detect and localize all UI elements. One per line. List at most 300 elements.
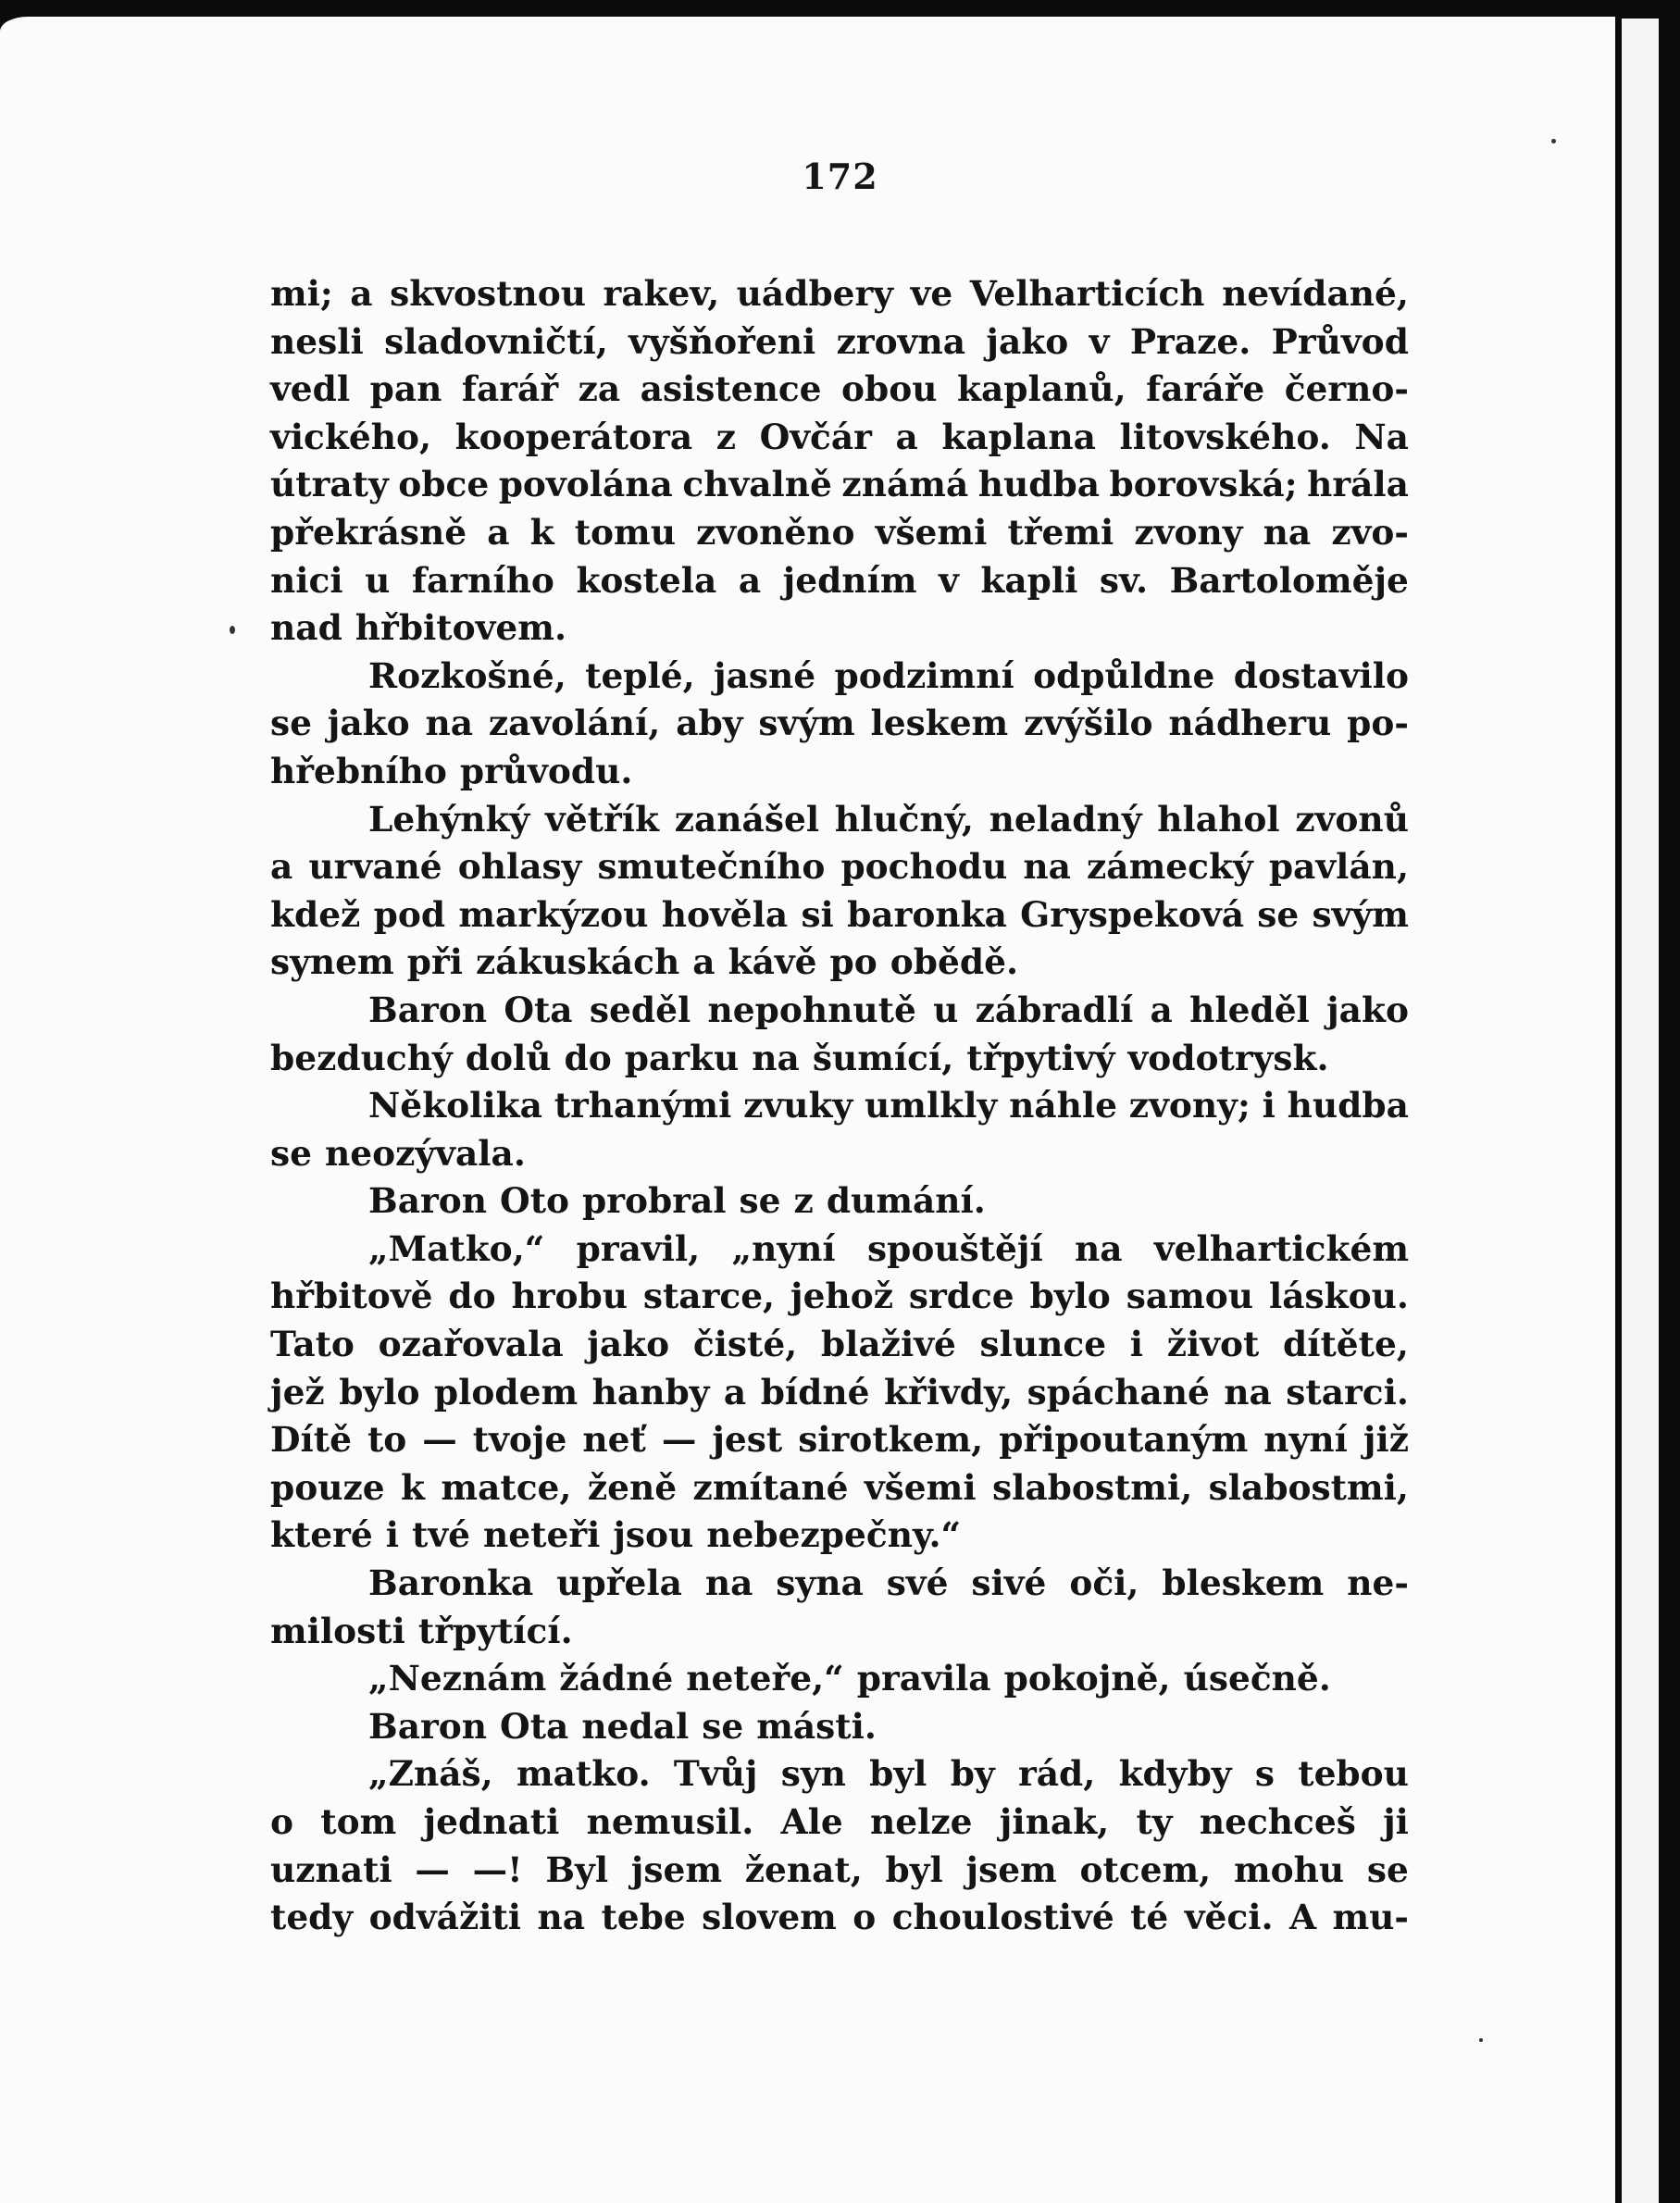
adjacent-page-edge (1622, 19, 1659, 2203)
word: při (406, 941, 463, 983)
word: hověla (661, 893, 789, 935)
word: život (1166, 1324, 1260, 1365)
word: pan (369, 368, 442, 410)
text-line (270, 366, 1409, 414)
word: i (1129, 1324, 1144, 1365)
word: jako (587, 1324, 670, 1365)
word: úsečně. (1183, 1658, 1331, 1699)
word: vedl (270, 368, 351, 410)
word: a (270, 846, 293, 888)
word: velhartickém (1153, 1227, 1409, 1269)
word: ji (1383, 1801, 1409, 1842)
word: hrála (1307, 464, 1409, 505)
word: sirotkem, (798, 1419, 984, 1461)
word: neteři (483, 1514, 601, 1556)
word: všemi (875, 511, 988, 553)
word: skvostnou (390, 273, 586, 314)
text-line (270, 653, 1409, 701)
word: to (367, 1419, 407, 1461)
word: Ota (500, 1705, 569, 1747)
word: otcem, (1079, 1848, 1212, 1890)
word: nemusil. (586, 1801, 754, 1842)
word: mohu (1233, 1848, 1345, 1890)
word: Gryspeková (1020, 893, 1245, 935)
word: na (704, 1562, 753, 1604)
body-text (270, 270, 1409, 1942)
word: zákuskách (475, 941, 680, 983)
word: i (1262, 1085, 1276, 1126)
word: šumící, (812, 1037, 954, 1078)
word: ne- (1347, 1562, 1409, 1604)
word: Na (1354, 416, 1409, 457)
word: své (886, 1562, 949, 1604)
word: láskou. (1268, 1276, 1409, 1317)
word: neozývala. (324, 1132, 526, 1174)
word: tomu (574, 511, 676, 553)
word: Několika (368, 1085, 542, 1126)
word: baronka (847, 893, 1007, 935)
text-line (270, 270, 1409, 318)
word: ozařovala (378, 1324, 564, 1365)
word: teplé, (585, 654, 695, 696)
word: farář (461, 368, 559, 410)
word: byl (885, 1848, 943, 1890)
word: jsou (613, 1514, 694, 1556)
word: na (425, 703, 474, 744)
word: nádheru (1168, 703, 1332, 744)
text-line (270, 1608, 1409, 1656)
word: třemi (1007, 511, 1114, 553)
word: nyní (1263, 1419, 1348, 1461)
text-line (270, 843, 1409, 891)
word: nesli (270, 320, 364, 362)
text-line (270, 1416, 1409, 1464)
word: podzimní (834, 654, 1014, 696)
word: matce, (441, 1466, 572, 1508)
word: tvoje (472, 1419, 567, 1461)
word: borovská; (1109, 464, 1298, 505)
word: čisté, (692, 1324, 798, 1365)
word: zámecký (1087, 846, 1253, 888)
word: za (578, 368, 621, 410)
word: zrovna (836, 320, 966, 362)
word: u (933, 989, 959, 1030)
word: obědě. (890, 941, 1019, 983)
text-line (270, 1369, 1409, 1417)
word: milosti (270, 1610, 405, 1651)
word: markýzou (458, 893, 649, 935)
word: tvé (412, 1514, 471, 1556)
word: na (537, 1897, 586, 1938)
text-line (270, 891, 1409, 940)
word: Průvod (1271, 320, 1409, 362)
word: zmítané (692, 1466, 849, 1508)
word: pod (373, 893, 446, 935)
word: upřela (556, 1562, 682, 1604)
word: ty (1136, 1801, 1173, 1842)
margin-speck (230, 626, 235, 634)
word: hudba (977, 464, 1101, 505)
word: k (401, 1466, 426, 1508)
word: které (270, 1514, 373, 1556)
word: v (939, 559, 959, 601)
text-line (270, 796, 1409, 844)
text-line (270, 1464, 1409, 1512)
word: pravil, (576, 1227, 701, 1269)
text-line (270, 1177, 1409, 1226)
text-line (270, 509, 1409, 557)
word: A (1288, 1897, 1317, 1938)
word: na (1263, 511, 1312, 553)
word: — (661, 1419, 697, 1461)
word: a (350, 273, 373, 314)
word: plodem (433, 1371, 579, 1413)
word: Lehýnký (368, 798, 530, 840)
word: si (801, 893, 834, 935)
word: se (1366, 1848, 1409, 1890)
word: Baron (368, 1705, 488, 1747)
word: — (415, 1848, 450, 1890)
word: jako (1326, 989, 1409, 1030)
word: vyšňořeni (628, 320, 816, 362)
word: s (1254, 1753, 1275, 1795)
word: jsem (965, 1848, 1057, 1890)
word: větřík (545, 798, 659, 840)
word: — (422, 1419, 457, 1461)
text-line (270, 1321, 1409, 1369)
word: Baron (368, 1180, 488, 1222)
word: synem (270, 941, 394, 983)
text-line (270, 1750, 1409, 1798)
word: žádné (559, 1658, 674, 1699)
word: farního (411, 559, 554, 601)
word: pravila (856, 1658, 991, 1699)
word: na (1224, 1371, 1272, 1413)
word: o (852, 1897, 877, 1938)
word: „Matko,“ (368, 1227, 545, 1269)
word: zvony (1134, 511, 1243, 553)
word: hřbitovem. (355, 607, 567, 649)
word: u (365, 559, 391, 601)
word: jsem (630, 1848, 722, 1890)
word: jasné (714, 654, 816, 696)
word: blaživé (820, 1324, 956, 1365)
word: zanášel (674, 798, 820, 840)
word: známá (841, 464, 969, 505)
text-line (270, 1082, 1409, 1130)
word: ženě (587, 1466, 678, 1508)
word: kávě (728, 941, 817, 983)
word: kooperátora (454, 416, 693, 457)
word: ženat, (744, 1848, 863, 1890)
word: zvony; (1128, 1085, 1251, 1126)
word: dolů (465, 1037, 552, 1078)
word: do (564, 1037, 612, 1078)
word: překrásně (270, 511, 467, 553)
word: srdce (908, 1276, 1014, 1317)
word: jako (986, 320, 1069, 362)
word: oči, (1069, 1562, 1139, 1604)
word: se (270, 703, 312, 744)
text-line (270, 1560, 1409, 1608)
word: jedním (782, 559, 917, 601)
word: hleděl (1189, 989, 1310, 1030)
word: kaplanů, (957, 368, 1126, 410)
word: se (702, 1705, 744, 1747)
word: vického, (270, 416, 432, 457)
word: samou (1126, 1276, 1254, 1317)
word: jest (712, 1419, 783, 1461)
word: průvodu. (459, 750, 633, 791)
word: „Neznám (368, 1658, 547, 1699)
word: zvonů (1295, 798, 1409, 840)
word: třpytící. (417, 1610, 573, 1651)
word: a (1150, 989, 1173, 1030)
text-line (270, 1703, 1409, 1751)
word: syn (780, 1753, 846, 1795)
word: pochodu (840, 846, 1008, 888)
word: Bartoloměje (1169, 559, 1409, 601)
word: a (692, 941, 716, 983)
word: pavlán, (1268, 846, 1409, 888)
word: po (829, 941, 877, 983)
text-line (270, 1512, 1409, 1560)
text-line (270, 1655, 1409, 1703)
text-line (270, 1894, 1409, 1942)
text-line (270, 1130, 1409, 1178)
word: obce (398, 464, 490, 505)
word: parku (624, 1037, 740, 1078)
word: hřbitově (270, 1276, 433, 1317)
word: starci. (1286, 1371, 1409, 1413)
word: slunce (979, 1324, 1107, 1365)
text-line (270, 1847, 1409, 1895)
word: byl (869, 1753, 927, 1795)
word: útraty (270, 464, 389, 505)
word: tedy (270, 1897, 354, 1938)
word: obou (841, 368, 938, 410)
word: starce, (642, 1276, 776, 1317)
word: zvýšilo (1024, 703, 1153, 744)
word: „Znáš, (368, 1753, 493, 1795)
word: nici (270, 559, 343, 601)
word: hlahol (1157, 798, 1280, 840)
word: aby (676, 703, 743, 744)
word: hřebního (270, 750, 447, 791)
word: černo- (1284, 368, 1409, 410)
word: urvané (308, 846, 442, 888)
word: kaplana (941, 416, 1096, 457)
word: slabostmi, (991, 1466, 1193, 1508)
word: nelze (870, 1801, 973, 1842)
margin-speck (1551, 139, 1556, 143)
text-line (270, 461, 1409, 509)
word: hanby (591, 1371, 710, 1413)
text-line (270, 557, 1409, 605)
word: Ota (504, 989, 573, 1030)
word: mi; (270, 273, 333, 314)
word: slabostmi, (1208, 1466, 1409, 1508)
word: asistence (640, 368, 822, 410)
word: jinak, (999, 1801, 1110, 1842)
word: —! (472, 1848, 523, 1890)
word: smutečního (597, 846, 826, 888)
word: by (950, 1753, 995, 1795)
word: tebe (601, 1897, 686, 1938)
word: faráře (1146, 368, 1265, 410)
word: leskem (870, 703, 1009, 744)
word: neladný (989, 798, 1142, 840)
word: jež (270, 1371, 325, 1413)
margin-speck (1479, 2038, 1483, 2042)
word: pokojně, (1003, 1658, 1171, 1699)
word: nepohnutě (707, 989, 916, 1030)
word: odvážiti (368, 1897, 522, 1938)
word: slovem (702, 1897, 837, 1938)
word: choulostivé (891, 1897, 1114, 1938)
word: náhle (1009, 1085, 1117, 1126)
word: kostela (576, 559, 717, 601)
word: svým (1312, 893, 1409, 935)
word: uádbery (736, 273, 894, 314)
word: Dítě (270, 1419, 352, 1461)
word: rakev, (603, 273, 720, 314)
word: jako (327, 703, 410, 744)
word: povolána (498, 464, 673, 505)
word: mu- (1332, 1897, 1409, 1938)
word: neť (582, 1419, 646, 1461)
word: připoutaným (999, 1419, 1249, 1461)
word: hrobu (511, 1276, 628, 1317)
word: té (1130, 1897, 1169, 1938)
word: chvalně (682, 464, 832, 505)
word: z (793, 1180, 814, 1222)
word: odpůldne (1033, 654, 1215, 696)
word: nevídané, (1222, 273, 1409, 314)
word: „nyní (731, 1227, 836, 1269)
word: již (1363, 1419, 1409, 1461)
word: vodotrysk. (1127, 1037, 1329, 1078)
text-line (270, 939, 1409, 987)
word: sladovničtí, (384, 320, 608, 362)
word: zvoněno (696, 511, 855, 553)
word: Oto (500, 1180, 570, 1222)
word: Baronka (368, 1562, 534, 1604)
word: kdež (270, 893, 361, 935)
word: pouze (270, 1466, 385, 1508)
word: o (270, 1801, 294, 1842)
word: sv. (1099, 559, 1149, 601)
word: Tato (270, 1324, 355, 1365)
word: matko. (516, 1753, 651, 1795)
page-number: 172 (802, 156, 878, 197)
word: věci. (1184, 1897, 1274, 1938)
word: bylo (1029, 1276, 1111, 1317)
word: a (738, 559, 762, 601)
word: nebezpečny.“ (706, 1514, 962, 1556)
word: na (1075, 1227, 1123, 1269)
word: Tvůj (673, 1753, 758, 1795)
word: po- (1347, 703, 1409, 744)
word: do (448, 1276, 496, 1317)
word: Byl (545, 1848, 609, 1890)
text-line (270, 604, 1409, 653)
word: na (752, 1037, 800, 1078)
word: k (529, 511, 554, 553)
word: másti. (756, 1705, 877, 1747)
text-line (270, 987, 1409, 1035)
word: Praze. (1129, 320, 1251, 362)
word: sivé (971, 1562, 1047, 1604)
word: se (1257, 893, 1300, 935)
word: umlkly (865, 1085, 998, 1126)
word: hlučný, (834, 798, 974, 840)
word: zábradlí (975, 989, 1134, 1030)
word: bleskem (1162, 1562, 1325, 1604)
word: ve (910, 273, 953, 314)
text-line (270, 1798, 1409, 1847)
word: dumání. (826, 1180, 986, 1222)
word: křivdy, (883, 1371, 1014, 1413)
word: kapli (980, 559, 1078, 601)
word: jehož (790, 1276, 893, 1317)
word: třpytivý (966, 1037, 1115, 1078)
word: Baron (368, 989, 488, 1030)
word: bídné (760, 1371, 870, 1413)
text-line (270, 1035, 1409, 1083)
word: se (270, 1132, 312, 1174)
word: i (385, 1514, 400, 1556)
word: v (1089, 320, 1110, 362)
text-line (270, 700, 1409, 748)
word: zvo- (1331, 511, 1409, 553)
text-line (270, 414, 1409, 462)
word: všemi (864, 1466, 977, 1508)
word: Ale (780, 1801, 843, 1842)
word: kdyby (1118, 1753, 1232, 1795)
word: a (895, 416, 918, 457)
word: nad (270, 607, 342, 649)
word: se (739, 1180, 781, 1222)
word: zvuky (743, 1085, 853, 1126)
word: trhanými (554, 1085, 732, 1126)
text-line (270, 1273, 1409, 1321)
word: z (716, 416, 736, 457)
word: uznati (270, 1848, 392, 1890)
text-line (270, 318, 1409, 367)
word: syna (776, 1562, 864, 1604)
word: bylo (339, 1371, 420, 1413)
word: litovského. (1119, 416, 1331, 457)
text-line (270, 1226, 1409, 1274)
word: dítěte, (1283, 1324, 1409, 1365)
word: jednati (423, 1801, 560, 1842)
word: spáchané (1027, 1371, 1210, 1413)
word: seděl (589, 989, 691, 1030)
word: bezduchý (270, 1037, 453, 1078)
word: Ovčár (759, 416, 872, 457)
word: dostavilo (1233, 654, 1409, 696)
word: neteře,“ (686, 1658, 844, 1699)
word: probral (582, 1180, 727, 1222)
word: nedal (581, 1705, 690, 1747)
word: rád, (1017, 1753, 1096, 1795)
word: ohlasy (457, 846, 582, 888)
word: tebou (1298, 1753, 1409, 1795)
word: nechceš (1199, 1801, 1356, 1842)
word: tom (320, 1801, 397, 1842)
word: Velharticích (969, 273, 1205, 314)
